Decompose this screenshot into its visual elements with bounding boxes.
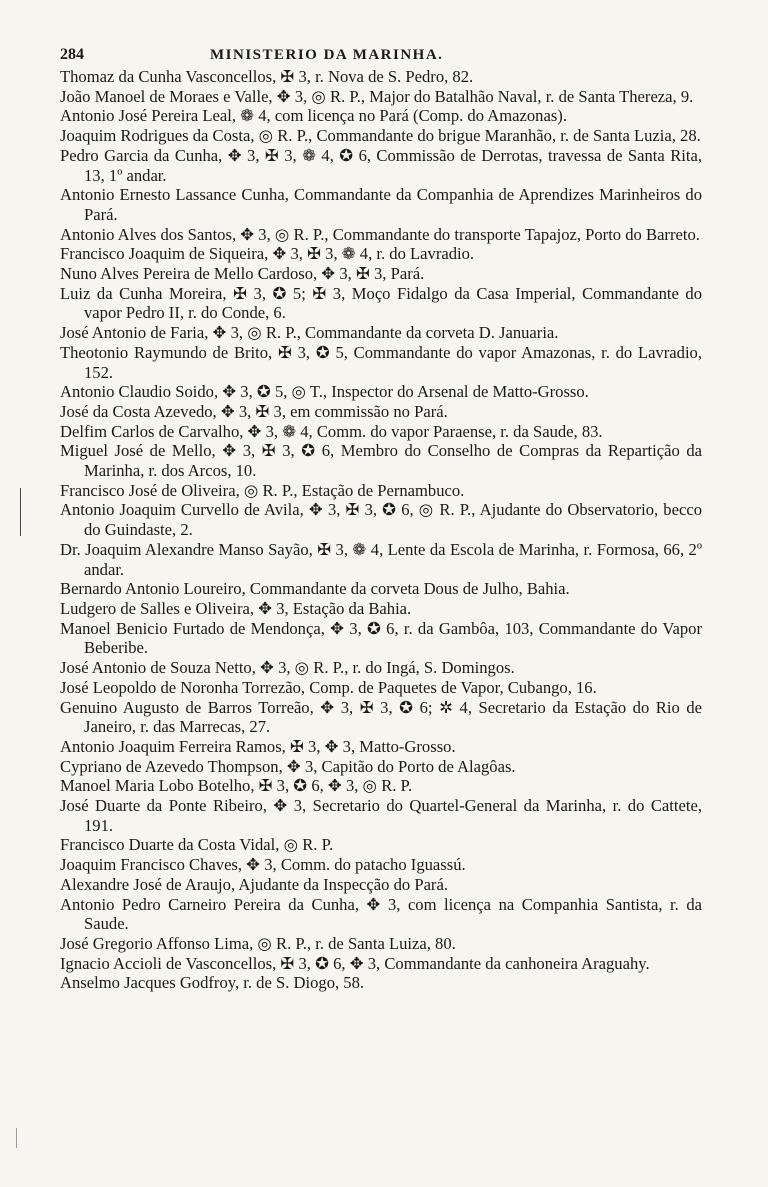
- list-item: Genuino Augusto de Barros Torreão, ✥ 3, ✠ 3, ✪ 6; ✲ 4, Secretario da Estação do Rio de Janeiro, r. das Marrecas, 27.: [60, 697, 702, 737]
- list-item: Miguel José de Mello, ✥ 3, ✠ 3, ✪ 6, Membro do Conselho de Compras da Repartição da Marinha, r. dos Arcos, 10.: [60, 441, 702, 481]
- list-item: Delfim Carlos de Carvalho, ✥ 3, ❁ 4, Comm. do vapor Paraense, r. da Saude, 83.: [60, 421, 603, 441]
- margin-pencil-mark: [20, 488, 21, 536]
- list-item: Theotonio Raymundo de Brito, ✠ 3, ✪ 5, Commandante do vapor Amazonas, r. do Lavradio, 152.: [60, 342, 702, 382]
- list-item: Antonio Claudio Soido, ✥ 3, ✪ 5, ◎ T., Inspector do Arsenal de Matto-Grosso.: [60, 382, 589, 402]
- list-item: Antonio Joaquim Ferreira Ramos, ✠ 3, ✥ 3, Matto-Grosso.: [60, 736, 456, 756]
- page-header: [60, 46, 702, 64]
- list-item: José Antonio de Faria, ✥ 3, ◎ R. P., Commandante da corveta D. Januaria.: [60, 323, 559, 343]
- list-item: Luiz da Cunha Moreira, ✠ 3, ✪ 5; ✠ 3, Moço Fidalgo da Casa Imperial, Commandante do vapor Pedro II, r. do Conde, 6.: [60, 283, 702, 323]
- list-item: Antonio José Pereira Leal, ❁ 4, com licença no Pará (Comp. do Amazonas).: [60, 106, 567, 126]
- officer-list: [60, 67, 702, 993]
- list-item: Antonio Ernesto Lassance Cunha, Commandante da Companhia de Aprendizes Marinheiros do Pará.: [60, 185, 702, 224]
- list-item: José Gregorio Affonso Lima, ◎ R. P., r. de Santa Luiza, 80.: [60, 933, 456, 953]
- list-item: Thomaz da Cunha Vasconcellos, ✠ 3, r. Nova de S. Pedro, 82.: [60, 67, 474, 86]
- running-title: MINISTERIO DA MARINHA.: [210, 47, 444, 63]
- list-item: Joaquim Rodrigues da Costa, ◎ R. P., Commandante do brigue Maranhão, r. de Santa Luzia, 28.: [60, 126, 701, 146]
- list-item: Francisco Duarte da Costa Vidal, ◎ R. P.: [60, 835, 334, 855]
- list-item: Antonio Pedro Carneiro Pereira da Cunha, ✥ 3, com licença na Companhia Santista, r. da Saude.: [60, 894, 702, 934]
- page: [60, 46, 702, 993]
- list-item: Joaquim Francisco Chaves, ✥ 3, Comm. do patacho Iguassú.: [60, 855, 466, 875]
- list-item: José Antonio de Souza Netto, ✥ 3, ◎ R. P., r. do Ingá, S. Domingos.: [60, 658, 515, 678]
- list-item: Dr. Joaquim Alexandre Manso Sayão, ✠ 3, ❁ 4, Lente da Escola de Marinha, r. Formosa, 66, 2º andar.: [60, 539, 702, 579]
- list-item: Antonio Joaquim Curvello de Avila, ✥ 3, ✠ 3, ✪ 6, ◎ R. P., Ajudante do Observatorio, becco do Guindaste, 2.: [60, 500, 702, 540]
- list-item: João Manoel de Moraes e Valle, ✥ 3, ◎ R. P., Major do Batalhão Naval, r. de Santa Thereza, 9.: [60, 86, 694, 106]
- list-item: Manoel Maria Lobo Botelho, ✠ 3, ✪ 6, ✥ 3, ◎ R. P.: [60, 776, 413, 796]
- list-item: Pedro Garcia da Cunha, ✥ 3, ✠ 3, ❁ 4, ✪ 6, Commissão de Derrotas, travessa de Santa Rita, 13, 1º andar.: [60, 145, 702, 185]
- list-item: Manoel Benicio Furtado de Mendonça, ✥ 3, ✪ 6, r. da Gambôa, 103, Commandante do Vapor Beberibe.: [60, 618, 702, 658]
- list-item: Bernardo Antonio Loureiro, Commandante da corveta Dous de Julho, Bahia.: [60, 579, 570, 599]
- margin-pencil-mark: [16, 1128, 17, 1148]
- list-item: Alexandre José de Araujo, Ajudante da Inspecção do Pará.: [60, 874, 448, 894]
- list-item: José da Costa Azevedo, ✥ 3, ✠ 3, em commissão no Pará.: [60, 401, 448, 421]
- list-item: José Leopoldo de Noronha Torrezão, Comp. de Paquetes de Vapor, Cubango, 16.: [60, 677, 597, 697]
- list-item: José Duarte da Ponte Ribeiro, ✥ 3, Secretario do Quartel-General da Marinha, r. do Cattete, 191.: [60, 796, 702, 835]
- page-number: 284: [60, 46, 84, 63]
- list-item: Francisco Joaquim de Siqueira, ✥ 3, ✠ 3, ❁ 4, r. do Lavradio.: [60, 244, 475, 264]
- list-item: Anselmo Jacques Godfroy, r. de S. Diogo, 58.: [60, 973, 365, 993]
- list-item: Francisco José de Oliveira, ◎ R. P., Estação de Pernambuco.: [60, 480, 465, 500]
- list-item: Cypriano de Azevedo Thompson, ✥ 3, Capitão do Porto de Alagôas.: [60, 756, 516, 776]
- list-item: Ludgero de Salles e Oliveira, ✥ 3, Estação da Bahia.: [60, 598, 412, 618]
- list-item: Antonio Alves dos Santos, ✥ 3, ◎ R. P., Commandante do transporte Tapajoz, Porto do Barreto.: [60, 224, 700, 244]
- list-item: Nuno Alves Pereira de Mello Cardoso, ✥ 3, ✠ 3, Pará.: [60, 264, 425, 284]
- list-item: Ignacio Accioli de Vasconcellos, ✠ 3, ✪ 6, ✥ 3, Commandante da canhoneira Araguahy.: [60, 953, 650, 973]
